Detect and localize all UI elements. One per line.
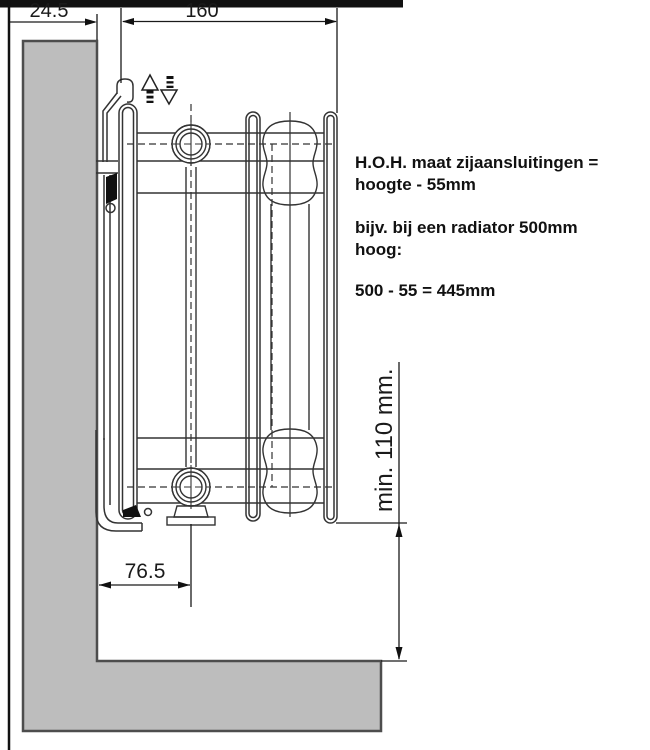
- wall-bracket: [96, 79, 152, 531]
- dimension-floor-clearance: [336, 362, 407, 661]
- annotation-notes: [355, 152, 640, 302]
- up-arrow-icon: [142, 75, 158, 103]
- top-connection-boss: [172, 122, 210, 166]
- bracket-clip: [106, 173, 117, 204]
- floor-clearance-label: min. 110 mm.: [371, 368, 398, 512]
- note-line: H.O.H. maat zijaansluitingen =: [355, 153, 599, 172]
- front-panel: [324, 112, 337, 523]
- note-line: bijv. bij een radiator 500mm: [355, 218, 578, 237]
- radiator-depth-label: 160: [185, 0, 219, 22]
- note-line: hoog:: [355, 240, 403, 259]
- radiator-section: [119, 104, 337, 525]
- bottom-bracket-clip: [123, 505, 141, 517]
- back-panel: [119, 104, 137, 519]
- center-lines: [127, 104, 333, 505]
- note-line: 500 - 55 = 445mm: [355, 281, 496, 300]
- down-arrow-icon: [161, 76, 177, 104]
- wall-clearance-label: 24.5: [29, 0, 69, 22]
- dimension-connection-offset: [99, 524, 191, 607]
- mounting-direction-arrows: [142, 75, 177, 104]
- middle-panel: [246, 112, 260, 521]
- note-line: hoogte - 55mm: [355, 175, 476, 194]
- connection-offset-label: 76.5: [124, 560, 166, 583]
